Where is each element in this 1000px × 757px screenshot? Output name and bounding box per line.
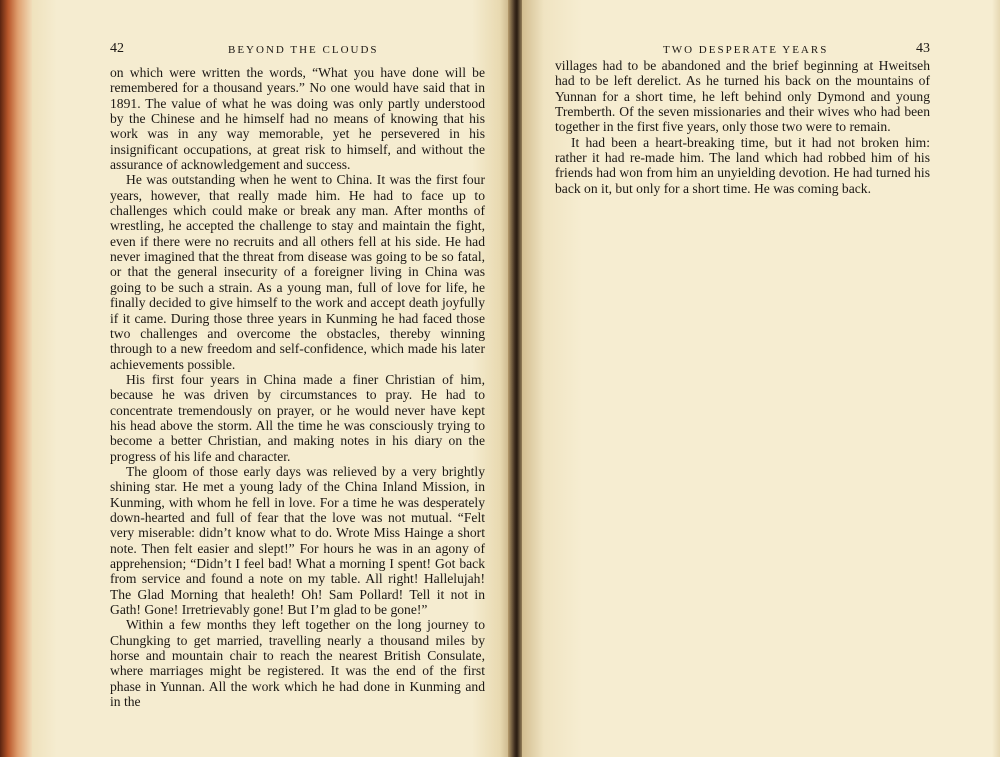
left-paragraph-5: Within a few months they left together on the long journey to Chungking to get married, travelling nearly a thousand miles by horse and mountain chair to reach the nearest British Consulate, where marriages might be registered. It was the end of the first phase in Yunnan. All the work which he had done in Kunming and in the: [110, 617, 485, 710]
left-page: [32, 0, 510, 757]
right-page: [522, 0, 1000, 757]
left-page-number: 42: [110, 41, 124, 56]
right-paragraph-1: villages had to be abandoned and the brief beginning at Hweitseh had to be left derelict. As he turned his back on the mountains of Yunnan for a short time, he left behind only Dymond and young Tremberth. Of the seven missionaries and their wives who had been together in the first five years, only those two were to remain.: [555, 58, 930, 135]
left-running-head: BEYOND THE CLOUDS: [228, 44, 379, 56]
left-body-text: [110, 65, 485, 709]
left-paragraph-4: The gloom of those early days was relieved by a very brightly shining star. He met a young lady of the China Inland Mission, in Kunming, with whom he fell in love. For a time he was desperately down-hearted and full of fear that the love was not mutual. “Felt very miserable: didn’t know what to do. Wrote Miss Hainge a short note. Then felt easier and slept!” For hours he was in an agony of apprehension; “Didn’t I feel bad! What a morning I spent! Got back from service and found a note on my table. All right! Hallelujah! The Glad Morning that healeth! Oh! Sam Pollard! Tell it not in Gath! Gone! Irretrievably gone! But I’m glad to be gone!”: [110, 463, 485, 618]
left-paragraph-1: on which were written the words, “What you have done will be remembered for a thousand years.” No one would have said that in 1891. The value of what he was doing was only partly understood by the Chinese and he himself had no means of knowing that his work was in any way memorable, yet he persevered in his insignificant occupations, at great risk to himself, and without the assurance of acknowledgement and success.: [110, 65, 485, 173]
right-page-number: 43: [916, 41, 930, 56]
right-paragraph-2: It had been a heart-breaking time, but it had not broken him: rather it had re-made him. The land which had robbed him of his friends had won from him an unyielding devotion. He had turned his back on it, but only for a short time. He was coming back.: [555, 134, 930, 196]
right-body-text: [555, 58, 930, 196]
left-paragraph-2: He was outstanding when he went to China. It was the first four years, however, that really made him. He had to face up to challenges which could make or break any man. After months of wrestling, he accepted the challenge to stay and maintain the fight, even if there were no recruits and all others fell at his side. He had never imagined that the threat from disease was going to be so fatal, or that the general insecurity of a foreigner living in China was going to be such a strain. As a young man, full of love for life, he finally decided to give himself to the work and accept death joyfully if it came. During those three years in Kunming he had faced those two challenges and overcome the obstacles, thereby winning through to a new freedom and self-confidence, which made his later achievements possible.: [110, 172, 485, 372]
left-paragraph-3: His first four years in China made a finer Christian of him, because he was driven by circumstances to pray. He had to concentrate tremendously on prayer, or he would never have kept his head above the storm. All the time he was consciously trying to become a better Christian, and making notes in his diary on the progress of his life and character.: [110, 371, 485, 464]
right-running-head: TWO DESPERATE YEARS: [663, 44, 829, 56]
